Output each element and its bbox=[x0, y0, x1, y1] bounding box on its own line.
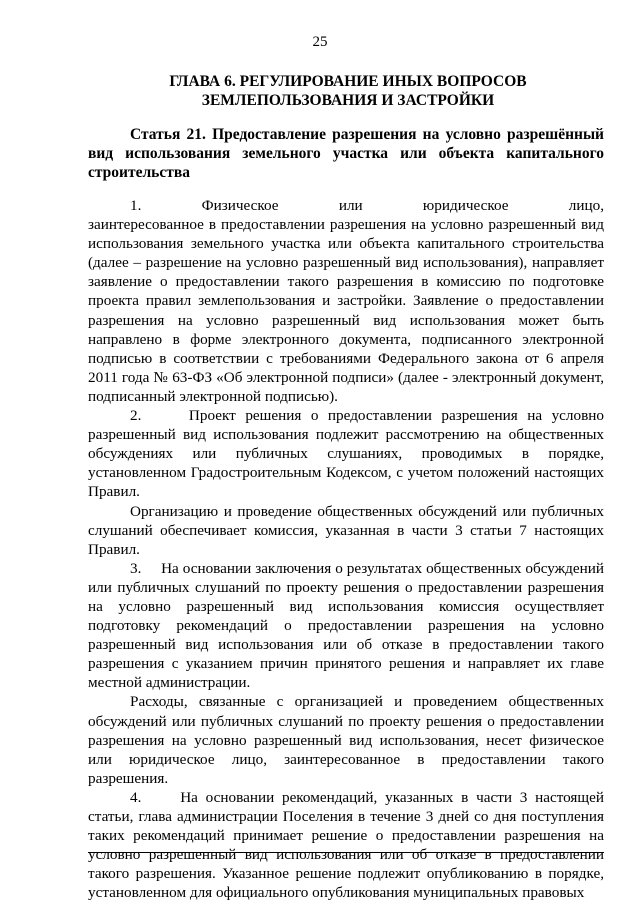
paragraph: 4. На основании рекомендаций, указанных в части 3 настоящей статьи, глава администрации Поселения в течение 3 дней со дня поступления таких рекомендаций принимает решение о предоставлении разрешения на условно разрешенный вид использования или об отказе в предоставлении такого разрешения. Указанное решение подлежит опубликованию в порядке, установленном для официального опубликования муниципальных правовых bbox=[88, 788, 608, 902]
page-number: 25 bbox=[312, 34, 328, 50]
article-title: Статья 21. Предоставление разрешения на условно разрешённый вид использования земельного участка или объекта капитального строительства bbox=[88, 126, 604, 181]
chapter-title bbox=[88, 72, 608, 110]
paragraph: Расходы, связанные с организацией и проведением общественных обсуждений или публичных слушаний по проекту решения о предоставлении разрешения на условно разрешенный вид использования, несет физическое или юридическое лицо, заинтересованное в предоставлении такого разрешения. bbox=[88, 693, 604, 787]
paragraph: Организацию и проведение общественных обсуждений или публичных слушаний обеспечивает комиссия, указанная в части 3 статьи 7 настоящих Правил. bbox=[88, 502, 604, 558]
chapter-title-line: ЗЕМЛЕПОЛЬЗОВАНИЯ И ЗАСТРОЙКИ bbox=[201, 92, 495, 109]
footer-divider bbox=[88, 852, 604, 853]
paragraph: 2. Проект решения о предоставлении разрешения на условно разрешенный вид использования подлежит рассмотрению на общественных обсуждениях или публичных слушаниях, проводимых в порядке, установленном Градостроительным Кодексом, с учетом положений настоящих Правил. bbox=[88, 407, 608, 501]
article-body bbox=[88, 196, 635, 902]
chapter-title-line: ГЛАВА 6. РЕГУЛИРОВАНИЕ ИНЫХ ВОПРОСОВ bbox=[169, 73, 527, 90]
paragraph: 3. На основании заключения о результатах общественных обсуждений или публичных слушаний по проекту решения о предоставлении разрешения на условно разрешенный вид использования комиссия осуществляет подготовку рекомендаций о предоставлении разрешения на условно разрешенный вид использования или об отказе в предоставлении такого разрешения с указанием причин принятого решения и направляет их главе местной администрации. bbox=[88, 559, 608, 692]
paragraph: 1. Физическое или юридическое лицо, заинтересованное в предоставлении разрешения на условно разрешенный вид использования земельного участка или объекта капитального строительства (далее – разрешение на условно разрешенный вид использования), направляет заявление о предоставлении такого разрешения в комиссию по подготовке проекта правил землепользования и застройки. Заявление о предоставлении разрешения на условно разрешенный вид использования может быть направлено в форме электронного документа, подписанного электронной подписью в соответствии с требованиями Федерального закона от 6 апреля 2011 года № 63-ФЗ «Об электронной подписи» (далее - электронный документ, подписанный электронной подписью). bbox=[88, 197, 635, 405]
